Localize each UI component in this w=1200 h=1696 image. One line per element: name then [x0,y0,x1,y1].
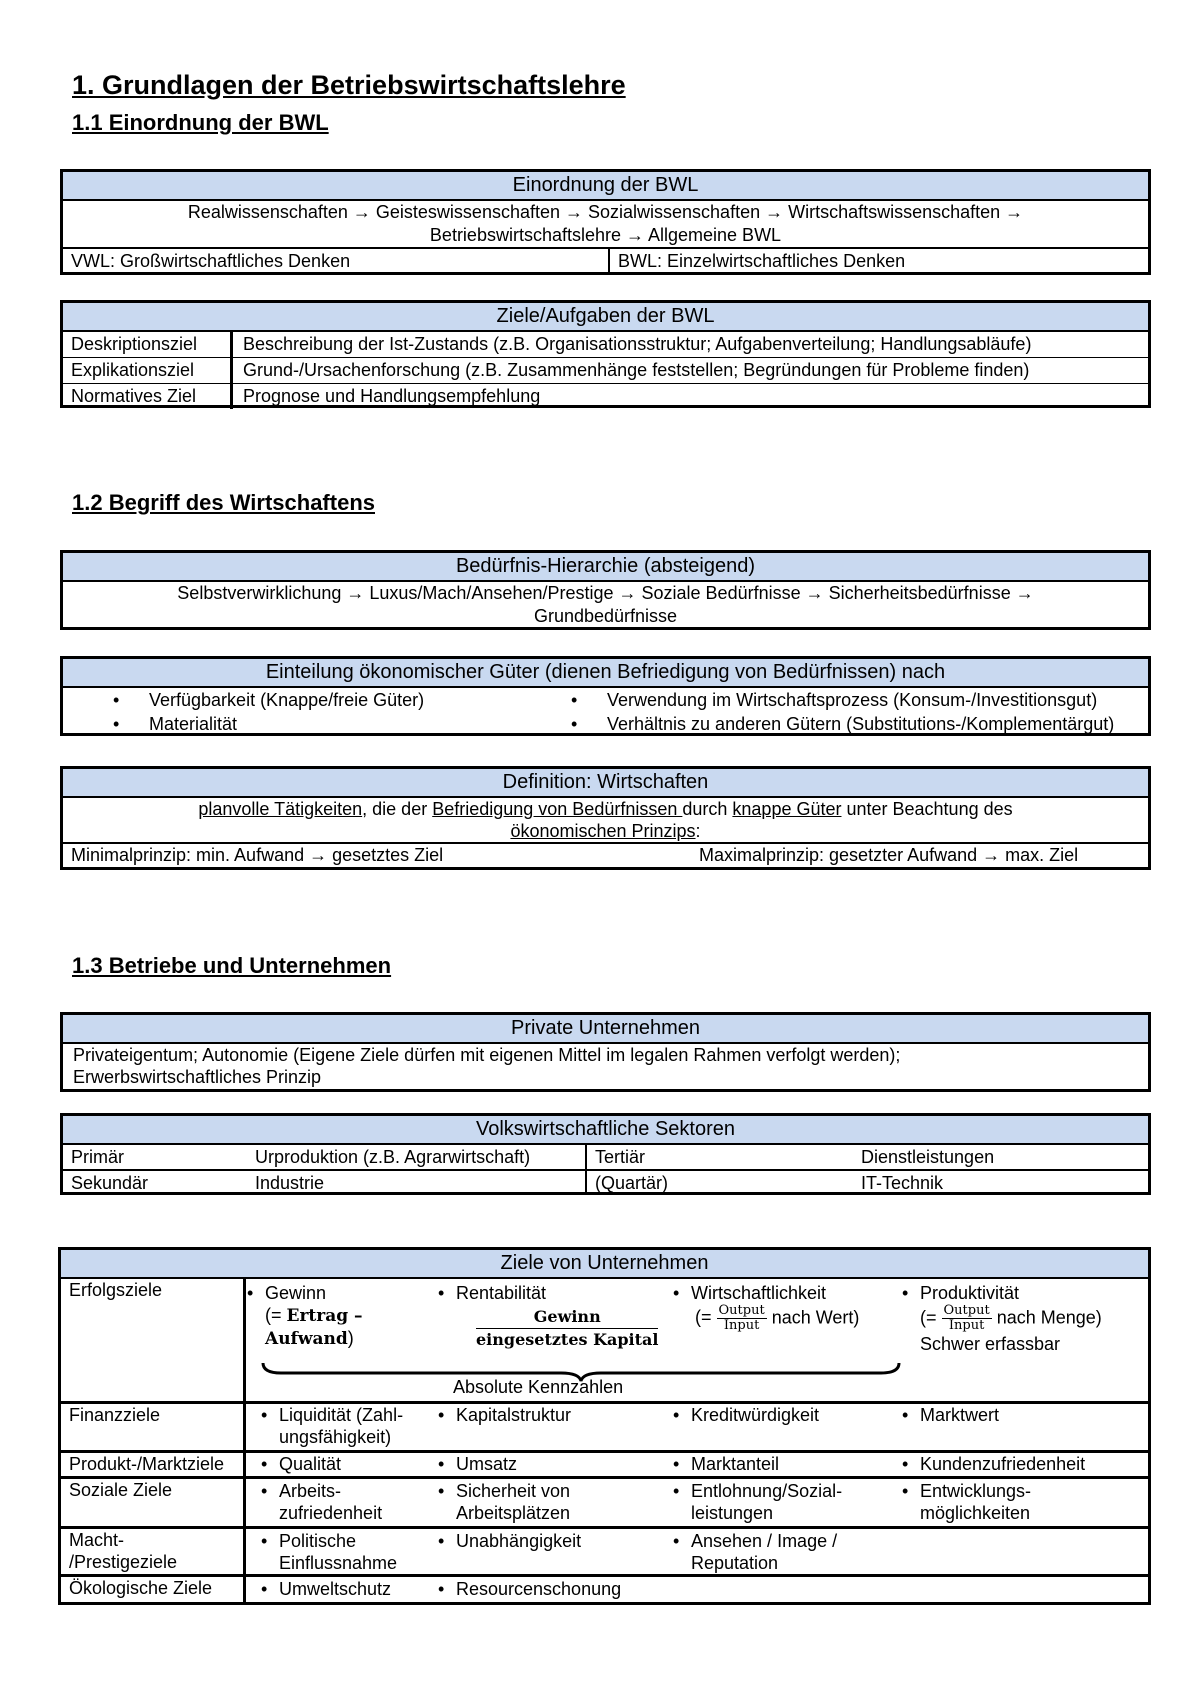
private-unternehmen-table [60,1012,1151,1092]
list-item: • Verhältnis zu anderen Gütern (Substitutions-/Komplementärgut) [607,712,1114,736]
cell-line: Kapitalstruktur [456,1405,572,1425]
ziele-unternehmen-header: Ziele von Unternehmen [61,1250,1148,1279]
table-row [63,332,1148,357]
gueter-table [60,656,1151,736]
sektor-desc: Industrie [247,1171,587,1195]
row-label: Finanzziele [61,1404,246,1450]
row-key: Explikationsziel [63,358,233,383]
row-label: Erfolgsziele [61,1279,246,1401]
liquiditaet-cell: • Liquidität (Zahl- ungsfähigkeit) [261,1405,404,1447]
private-line-1: Privateigentum; Autonomie (Eigene Ziele dürfen mit eigenen Mittel im legalen Rahmen verfolgt werden); [73,1045,901,1065]
sektor-desc: Dienstleistungen [861,1147,995,1167]
politische-einflussnahme-cell: • Politische Einflussnahme [261,1531,398,1573]
sektoren-header: Volkswirtschaftliche Sektoren [63,1116,1148,1145]
cell-line: Resourcenschonung [456,1579,622,1599]
gewinn-cell: • Gewinn (= Ertrag – Aufwand) [247,1283,363,1349]
list-item: • Materialität [149,712,464,736]
definition-term-1: planvolle Tätigkeiten [198,799,363,819]
cell-line: Politische [279,1531,357,1551]
sektor-name: Sekundär [71,1173,149,1193]
ansehen-cell: • Ansehen / Image / Reputation [673,1531,838,1573]
cell-line: Ansehen / Image / [691,1531,838,1551]
table-row [63,1145,1148,1169]
cell-line: Entlohnung/Sozial- [691,1481,843,1501]
cell-line: leistungen [691,1503,774,1523]
row-value: Beschreibung der Ist-Zustands (z.B. Organisationsstruktur; Aufgabenverteilung; Handlungsabläufe) [243,334,1032,354]
resourcenschonung-cell: • Resourcenschonung [438,1579,622,1599]
produktivitaet-label: Produktivität [920,1283,1020,1303]
definition-table [60,766,1151,870]
sektor-desc: IT-Technik [861,1173,944,1193]
output-label: Output [943,1303,990,1318]
wirtschaftlichkeit-cell: • Wirtschaftlichkeit (= $\frac{\text{Output}}{\text{Input}}$ nach Wert) [673,1283,860,1333]
cell-line: Liquidität (Zahl- [279,1405,404,1425]
nach-menge: nach Menge) [996,1307,1102,1328]
cell-line: Arbeitsplätzen [456,1503,571,1523]
definition-text-1: , die der [362,799,433,819]
einordnung-text [63,201,1148,247]
rentabilitaet-numerator: Gewinn [476,1306,658,1329]
cell-line: Qualität [279,1454,342,1474]
arbeitszufriedenheit-cell: • Arbeits- zufriedenheit [261,1481,383,1523]
private-header: Private Unternehmen [63,1015,1148,1044]
definition-term-4: ökonomischen Prinzips [510,821,696,841]
definition-text-4: : [695,821,701,841]
section-heading-1-1: 1.1 Einordnung der BWL [72,110,329,135]
cell-line: ungsfähigkeit) [279,1427,392,1447]
soziale-ziele-row [61,1476,1148,1526]
gueter-header: Einteilung ökonomischer Güter (dienen Befriedigung von Bedürfnissen) nach [63,659,1148,688]
row-value: Prognose und Handlungsempfehlung [243,386,541,406]
cell-line: Marktanteil [691,1454,780,1474]
definition-term-3: knappe Güter [732,799,842,819]
section-heading-1-2: 1.2 Begriff des Wirtschaftens [72,490,375,515]
hierarchie-header: Bedürfnis-Hierarchie (absteigend) [63,553,1148,582]
input-label: Input [723,1318,760,1333]
cell-line: zufriedenheit [279,1503,383,1523]
row-value: Grund-/Ursachenforschung (z.B. Zusammenhänge feststellen; Begründungen für Probleme finden) [243,360,1030,380]
oekologische-ziele-row [61,1574,1148,1602]
nach-wert: nach Wert) [771,1307,860,1328]
definition-text-2: durch [682,799,733,819]
produktziele-row [61,1450,1148,1476]
list-item: • Verwendung im Wirtschaftsprozess (Konsum-/Investitionsgut) [607,688,1114,712]
cell-line: Sicherheit von [456,1481,571,1501]
ziele-aufgaben-header: Ziele/Aufgaben der BWL [63,303,1148,332]
qualitaet-cell: • Qualität [261,1454,342,1474]
marktanteil-cell: • Marktanteil [673,1454,780,1474]
finanzziele-row [61,1401,1148,1450]
row-label [61,1529,246,1574]
gewinn-label: Gewinn [265,1283,327,1303]
gewinn-close: ) [347,1328,354,1348]
unabhaengigkeit-cell: • Unabhängigkeit [438,1531,582,1551]
maximalprinzip: Maximalprinzip: gesetzter Aufwand → max. Ziel [699,845,1079,865]
row-key: Normatives Ziel [63,384,233,409]
row-label: Produkt-/Marktziele [61,1453,246,1476]
ertrag-term: Ertrag – [286,1306,363,1326]
cell-line: Entwicklungs- [920,1481,1032,1501]
minimalprinzip: Minimalprinzip: min. Aufwand → gesetztes Ziel [71,845,444,865]
gueter-right-list [464,688,1114,736]
ziele-unternehmen-table [58,1247,1151,1605]
cell-line: Kundenzufriedenheit [920,1454,1086,1474]
table-row [63,1169,1148,1195]
cell-line: Einflussnahme [279,1553,398,1573]
aufwand-term: Aufwand [265,1329,348,1349]
entlohnung-cell: • Entlohnung/Sozial- leistungen [673,1481,843,1523]
prestigeziele-row [61,1526,1148,1574]
table-row [63,383,1148,409]
gewinn-eq: (= [265,1305,287,1325]
einordnung-header: Einordnung der BWL [63,172,1148,201]
umsatz-cell: • Umsatz [438,1454,518,1474]
rentabilitaet-label: Rentabilität [456,1283,547,1303]
umweltschutz-cell: • Umweltschutz [261,1579,392,1599]
marktwert-cell: • Marktwert [902,1405,1000,1425]
vwl-cell: VWL: Großwirtschaftliches Denken [63,249,610,274]
sektor-name: (Quartär) [595,1173,669,1193]
kundenzufriedenheit-cell: • Kundenzufriedenheit [902,1454,1086,1474]
cell-line: Reputation [691,1553,779,1573]
row-key: Deskriptionsziel [63,332,233,357]
definition-term-2: Befriedigung von Bedürfnissen [432,799,683,819]
definition-text-3: unter Beachtung des [841,799,1013,819]
produktivitaet-cell: • Produktivität (= $\frac{\text{Output}}{\text{Input}}$ nach Menge) Schwer erfassbar [902,1283,1102,1354]
row-label-line: Macht- [69,1530,125,1550]
kapitalstruktur-cell: • Kapitalstruktur [438,1405,572,1425]
gueter-left-list [63,688,464,736]
arbeitsplaetze-cell: • Sicherheit von Arbeitsplätzen [438,1481,571,1523]
cell-line: Kreditwürdigkeit [691,1405,820,1425]
cell-line: möglichkeiten [920,1503,1031,1523]
wirtschaftlichkeit-label: Wirtschaftlichkeit [691,1283,827,1303]
cell-line: Umweltschutz [279,1579,392,1599]
cell-line: Umsatz [456,1454,518,1474]
definition-header: Definition: Wirtschaften [63,769,1148,798]
page-title: 1. Grundlagen der Betriebswirtschaftslehre [72,70,626,100]
sektor-name: Primär [71,1147,124,1167]
cell-line: Unabhängigkeit [456,1531,582,1551]
row-label: Ökologische Ziele [61,1577,246,1602]
sektor-desc: Urproduktion (z.B. Agrarwirtschaft) [247,1145,587,1169]
rentabilitaet-cell: • Rentabilität Gewinn eingesetztes Kapital [438,1283,659,1349]
schwer-erfassbar: Schwer erfassbar [920,1334,1061,1354]
list-item: • Verfügbarkeit (Knappe/freie Güter) [149,688,464,712]
absolute-kennzahlen: Absolute Kennzahlen [453,1377,624,1397]
sektor-name: Tertiär [595,1147,646,1167]
private-line-2: Erwerbswirtschaftliches Prinzip [73,1067,322,1087]
hierarchie-line-2: Grundbedürfnisse [533,606,678,626]
hierarchie-table [60,550,1151,630]
table-row [63,357,1148,383]
ziele-aufgaben-table [60,300,1151,408]
bwl-cell: BWL: Einzelwirtschaftliches Denken [618,251,906,271]
output-label: Output [718,1303,765,1318]
rentabilitaet-denominator: eingesetztes Kapital [476,1330,659,1349]
einordnung-line-2: Betriebswirtschaftslehre → Allgemeine BWL [429,225,782,245]
kreditwuerdigkeit-cell: • Kreditwürdigkeit [673,1405,820,1425]
einordnung-table [60,169,1151,275]
input-label: Input [948,1318,985,1333]
row-label: Soziale Ziele [61,1479,246,1526]
erfolgsziele-row [61,1279,1148,1401]
cell-line: Marktwert [920,1405,1000,1425]
cell-line: Arbeits- [279,1481,342,1501]
row-label-line: /Prestigeziele [69,1552,178,1572]
section-heading-1-3: 1.3 Betriebe und Unternehmen [72,953,392,978]
hierarchie-line-1: Selbstverwirklichung → Luxus/Mach/Ansehen/Prestige → Soziale Bedürfnisse → Sicherheitsbedürfnisse → [177,583,1034,603]
definition-text [63,798,1148,842]
einordnung-line-1: Realwissenschaften → Geisteswissenschaften → Sozialwissenschaften → Wirtschaftswissenschaften → [187,202,1024,222]
sektoren-table [60,1113,1151,1195]
entwicklung-cell: • Entwicklungs- möglichkeiten [902,1481,1032,1523]
